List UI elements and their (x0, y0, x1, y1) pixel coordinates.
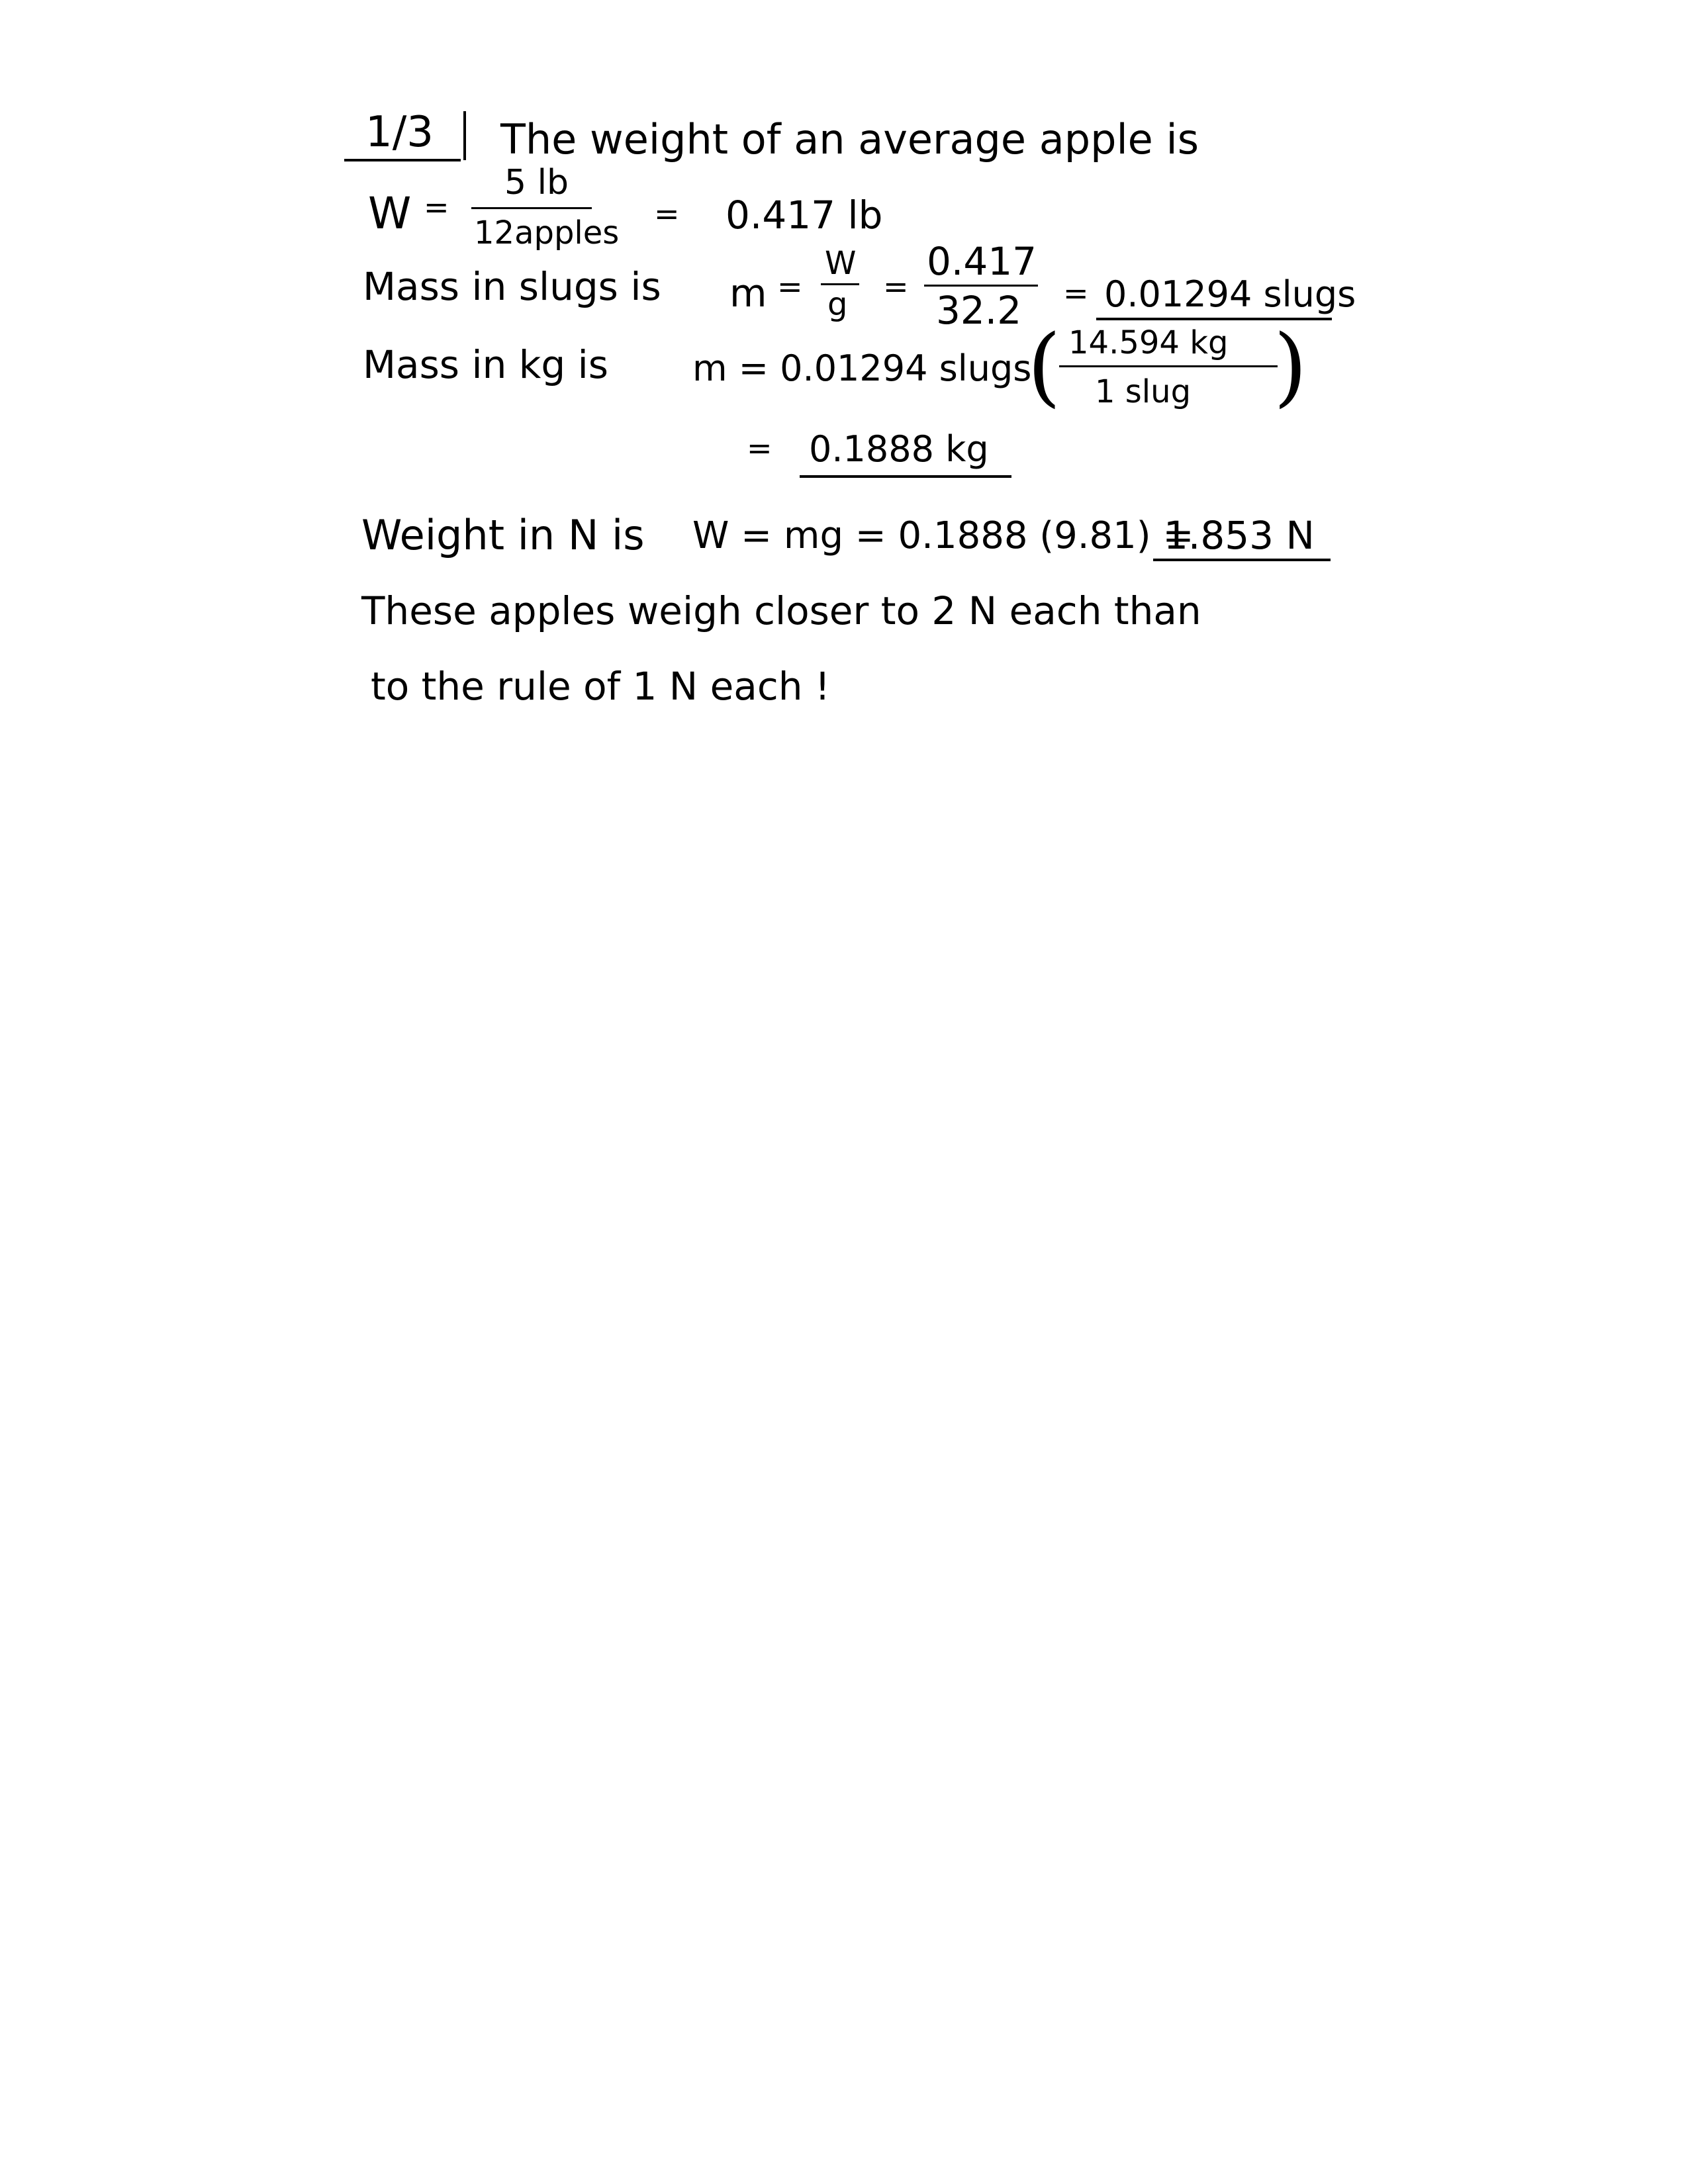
mass-slugs-frac2-num: 0.417 (927, 239, 1037, 284)
mass-slugs-frac1-num: W (825, 245, 857, 282)
mass-slugs-frac1-den: g (827, 286, 848, 323)
problem-number-underline (344, 159, 461, 161)
weight-n-expr: W = mg = 0.1888 (9.81) = (692, 514, 1194, 557)
mass-kg-expr: m = 0.01294 slugs (692, 347, 1032, 389)
mass-kg-equals: = (747, 430, 773, 466)
weight-n-result-underline (1153, 559, 1331, 561)
mass-kg-label: Mass in kg is (363, 342, 608, 387)
mass-slugs-frac2-bar (924, 285, 1038, 287)
mass-kg-conv-bar (1059, 365, 1278, 367)
conclusion-line-1: These apples weigh closer to 2 N each than (361, 588, 1201, 633)
weight-equals-1: = (424, 189, 449, 225)
mass-kg-conv-num: 14.594 kg (1068, 324, 1229, 361)
mass-kg-conv-den: 1 slug (1095, 373, 1192, 410)
problem-statement: The weight of an average apple is (500, 115, 1199, 163)
weight-symbol: W (368, 188, 412, 239)
mass-slugs-equals-2: = (883, 269, 909, 304)
mass-kg-close-paren: ) (1274, 316, 1307, 416)
weight-n-result: 1.853 N (1164, 513, 1315, 558)
problem-number: 1/3 (365, 108, 434, 157)
weight-equals-2: = (654, 196, 680, 232)
weight-fraction-bar (471, 207, 592, 209)
weight-denominator: 12apples (474, 214, 620, 251)
mass-slugs-equals-1: = (777, 269, 803, 304)
weight-numerator: 5 lb (504, 163, 569, 203)
mass-slugs-frac1-bar (821, 283, 859, 285)
mass-slugs-m: m (729, 271, 767, 316)
mass-kg-open-paren: ( (1027, 316, 1061, 416)
mass-kg-result: 0.1888 kg (809, 428, 989, 470)
mass-slugs-frac2-den: 32.2 (936, 288, 1022, 333)
mass-slugs-equals-3: = (1063, 275, 1089, 311)
weight-n-label: Weight in N is (361, 511, 645, 559)
mass-slugs-result: 0.01294 slugs (1104, 273, 1356, 315)
conclusion-line-2: to the rule of 1 N each ! (371, 664, 831, 709)
problem-number-divider (463, 111, 466, 160)
mass-kg-result-underline (800, 475, 1011, 478)
weight-result: 0.417 lb (726, 193, 883, 238)
mass-slugs-label: Mass in slugs is (363, 264, 661, 309)
